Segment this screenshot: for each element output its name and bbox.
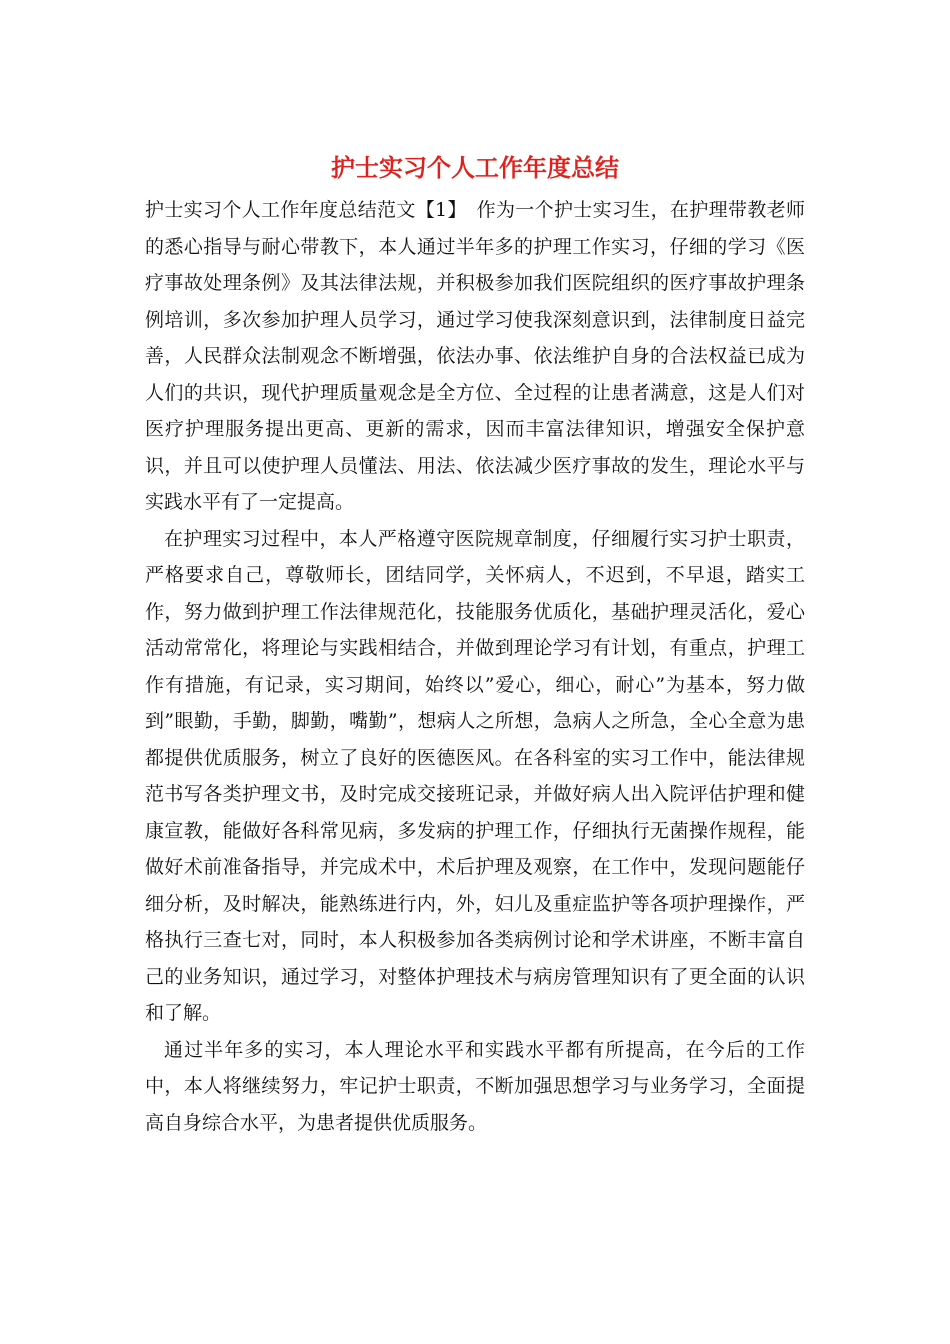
paragraph-1: 护士实习个人工作年度总结范文【1】 作为一个护士实习生，在护理带教老师的悉心指导与耐心带教下，本人通过半年多的护理工作实习，仔细的学习《医疗事故处理条例》及其法律法规，并积极参加我们医院组织的医疗事故护理条例培训，多次参加护理人员学习，通过学习使我深刻意识到，法律制度日益完善，人民群众法制观念不断增强，依法办事、依法维护自身的合法权益已成为人们的共识，现代护理质量观念是全方位、全过程的让患者满意，这是人们对医疗护理服务提出更高、更新的需求，因而丰富法律知识，增强安全保护意识，并且可以使护理人员懂法、用法、依法减少医疗事故的发生，理论水平与实践水平有了一定提高。 [145, 199, 805, 513]
paragraph-2: 在护理实习过程中，本人严格遵守医院规章制度，仔细履行实习护士职责，严格要求自己，尊敬师长，团结同学，关怀病人，不迟到，不早退，踏实工作，努力做到护理工作法律规范化，技能服务优质化，基础护理灵活化，爱心活动常常化，将理论与实践相结合，并做到理论学习有计划，有重点，护理工作有措施，有记录，实习期间，始终以”爱心，细心，耐心”为基本，努力做到”眼勤，手勤，脚勤，嘴勤”，想病人之所想，急病人之所急，全心全意为患都提供优质服务，树立了良好的医德医风。在各科室的实习工作中，能法律规范书写各类护理文书，及时完成交接班记录，并做好病人出入院评估护理和健康宣教，能做好各科常见病，多发病的护理工作，仔细执行无菌操作规程，能做好术前准备指导，并完成术中，术后护理及观察，在工作中，发现问题能仔细分析，及时解决，能熟练进行内，外，妇儿及重症监护等各项护理操作，严格执行三查七对，同时，本人积极参加各类病例讨论和学术讲座，不断丰富自己的业务知识，通过学习，对整体护理技术与病房管理知识有了更全面的认识和了解。 [145, 527, 805, 1024]
document-title: 护士实习个人工作年度总结 [331, 153, 619, 182]
paragraph-3: 通过半年多的实习，本人理论水平和实践水平都有所提高，在今后的工作中，本人将继续努力，牢记护士职责，不断加强思想学习与业务学习，全面提高自身综合水平，为患者提供优质服务。 [145, 1038, 805, 1134]
document-body [145, 192, 805, 1141]
